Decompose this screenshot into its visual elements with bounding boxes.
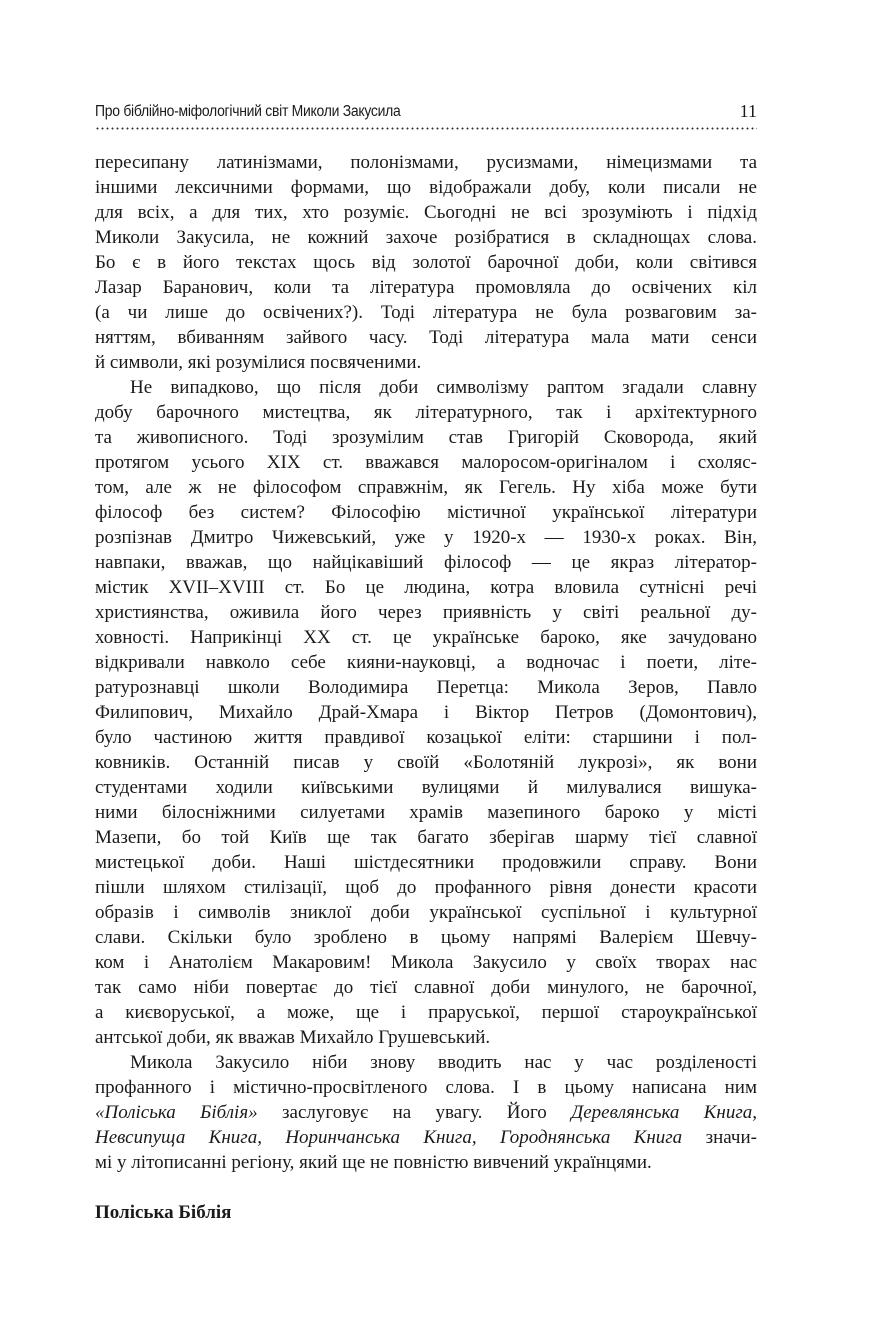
text-line: розпізнав Дмитро Чижевський, уже у 1920-х — 1930-х роках. Він, [95, 527, 757, 548]
text-line: мі у літописанні регіону, який ще не повністю вивчений українцями. [95, 1152, 652, 1173]
text-line: навпаки, вважав, що найцікавіший філософ — це якраз літератор- [95, 552, 757, 573]
text-line: було частиною життя правдивої козацької еліти: старшини і пол- [95, 727, 757, 748]
text-line: ратурознавці школи Володимира Перетца: Микола Зеров, Павло [95, 677, 757, 698]
text-segment: значи- [682, 1127, 757, 1148]
text-line: Мазепи, бо той Київ ще так багато зберігав шарму тієї славної [95, 827, 757, 848]
paragraph [95, 375, 757, 1050]
running-header [95, 101, 757, 125]
text-line: Микола Закусило ніби знову вводить нас у час розділеності [130, 1052, 757, 1073]
text-line: образів і символів зниклої доби української суспільної і культурної [95, 902, 757, 923]
section-heading: Поліська Біблія [95, 1202, 232, 1223]
text-line: відкривали навколо себе кияни-науковці, а водночас і поети, літе- [95, 652, 757, 673]
text-line [95, 1125, 757, 1150]
text-line: ковників. Останній писав у своїй «Болотяній лукрозі», як вони [95, 752, 757, 773]
text-line: так само ніби повертає до тієї славної доби минулого, не барочної, [95, 977, 757, 998]
italic-text: Деревлянська Книга, [571, 1102, 757, 1123]
text-line: містик XVII–XVIII ст. Бо це людина, котра вловила сутнісні речі [95, 577, 757, 598]
text-line: Лазар Баранович, коли та література промовляла до освічених кіл [95, 277, 757, 298]
text-line: Миколи Закусила, не кожний захоче розібратися в складнощах слова. [95, 227, 757, 248]
text-line: няттям, вбиванням зайвого часу. Тоді література мала мати сенси [95, 327, 757, 348]
text-line: (а чи лише до освічених?). Тоді література не була розваговим за- [95, 302, 757, 323]
text-line: іншими лексичними формами, що відображали добу, коли писали не [95, 177, 757, 198]
text-line: Филипович, Михайло Драй-Хмара і Віктор Петров (Домонтович), [95, 702, 757, 723]
text-line: протягом усього XIX ст. вважався малоросом-оригіналом і схоляс- [95, 452, 757, 473]
text-line: слави. Скільки було зроблено в цьому напрямі Валерієм Шевчу- [95, 927, 757, 948]
text-line: антської доби, як вважав Михайло Грушевський. [95, 1027, 491, 1048]
text-line: профанного і містично-просвітленого слова. І в цьому написана ним [95, 1077, 757, 1098]
text-line: християнства, оживила його через приявність у світі реальної ду- [95, 602, 757, 623]
text-line [95, 1100, 757, 1125]
text-segment: заслуговує на увагу. Його [257, 1102, 572, 1123]
body-text [95, 150, 757, 1175]
paragraph [95, 1050, 757, 1175]
text-line: добу барочного мистецтва, як літературного, так і архітектурного [95, 402, 757, 423]
running-header-title: Про біблійно-міфологічний світ Миколи Закусила [95, 103, 401, 120]
header-dotted-rule [95, 127, 757, 130]
text-line: ком і Анатолієм Макаровим! Микола Закусило у своїх творах нас [95, 952, 757, 973]
text-line: Бо є в його текстах щось від золотої барочної доби, коли світився [95, 252, 757, 273]
text-line: для всіх, а для тих, хто розуміє. Сьогодні не всі зрозуміють і підхід [95, 202, 757, 223]
text-line: студентами ходили київськими вулицями й милувалися вишука- [95, 777, 757, 798]
page-number: 11 [739, 101, 757, 121]
text-line: ховності. Наприкінці XX ст. це українське бароко, яке зачудовано [95, 627, 757, 648]
text-line: ними білосніжними силуетами храмів мазепиного бароко у місті [95, 802, 757, 823]
paragraph [95, 150, 757, 375]
text-line: філософ без систем? Філософію містичної української літератури [95, 502, 757, 523]
text-line: й символи, які розумілися посвяченими. [95, 352, 422, 373]
text-line: том, але ж не філософом справжнім, як Гегель. Ну хіба може бути [95, 477, 757, 498]
italic-text: «Поліська Біблія» [95, 1102, 258, 1123]
text-line: та живописного. Тоді зрозумілим став Григорій Сковорода, який [95, 427, 757, 448]
text-line: Не випадково, що після доби символізму раптом згадали славну [130, 377, 757, 398]
text-line: а києворуської, а може, ще і праруської, першої староукраїнської [95, 1002, 757, 1023]
italic-text: Невсипуща Книга, Норинчанська Книга, Городнянська Книга [95, 1127, 683, 1148]
text-line: пересипану латинізмами, полонізмами, русизмами, німецизмами та [95, 152, 757, 173]
text-line: пішли шляхом стилізації, щоб до профанного рівня донести красоти [95, 877, 757, 898]
text-line: мистецької доби. Наші шістдесятники продовжили справу. Вони [95, 852, 757, 873]
